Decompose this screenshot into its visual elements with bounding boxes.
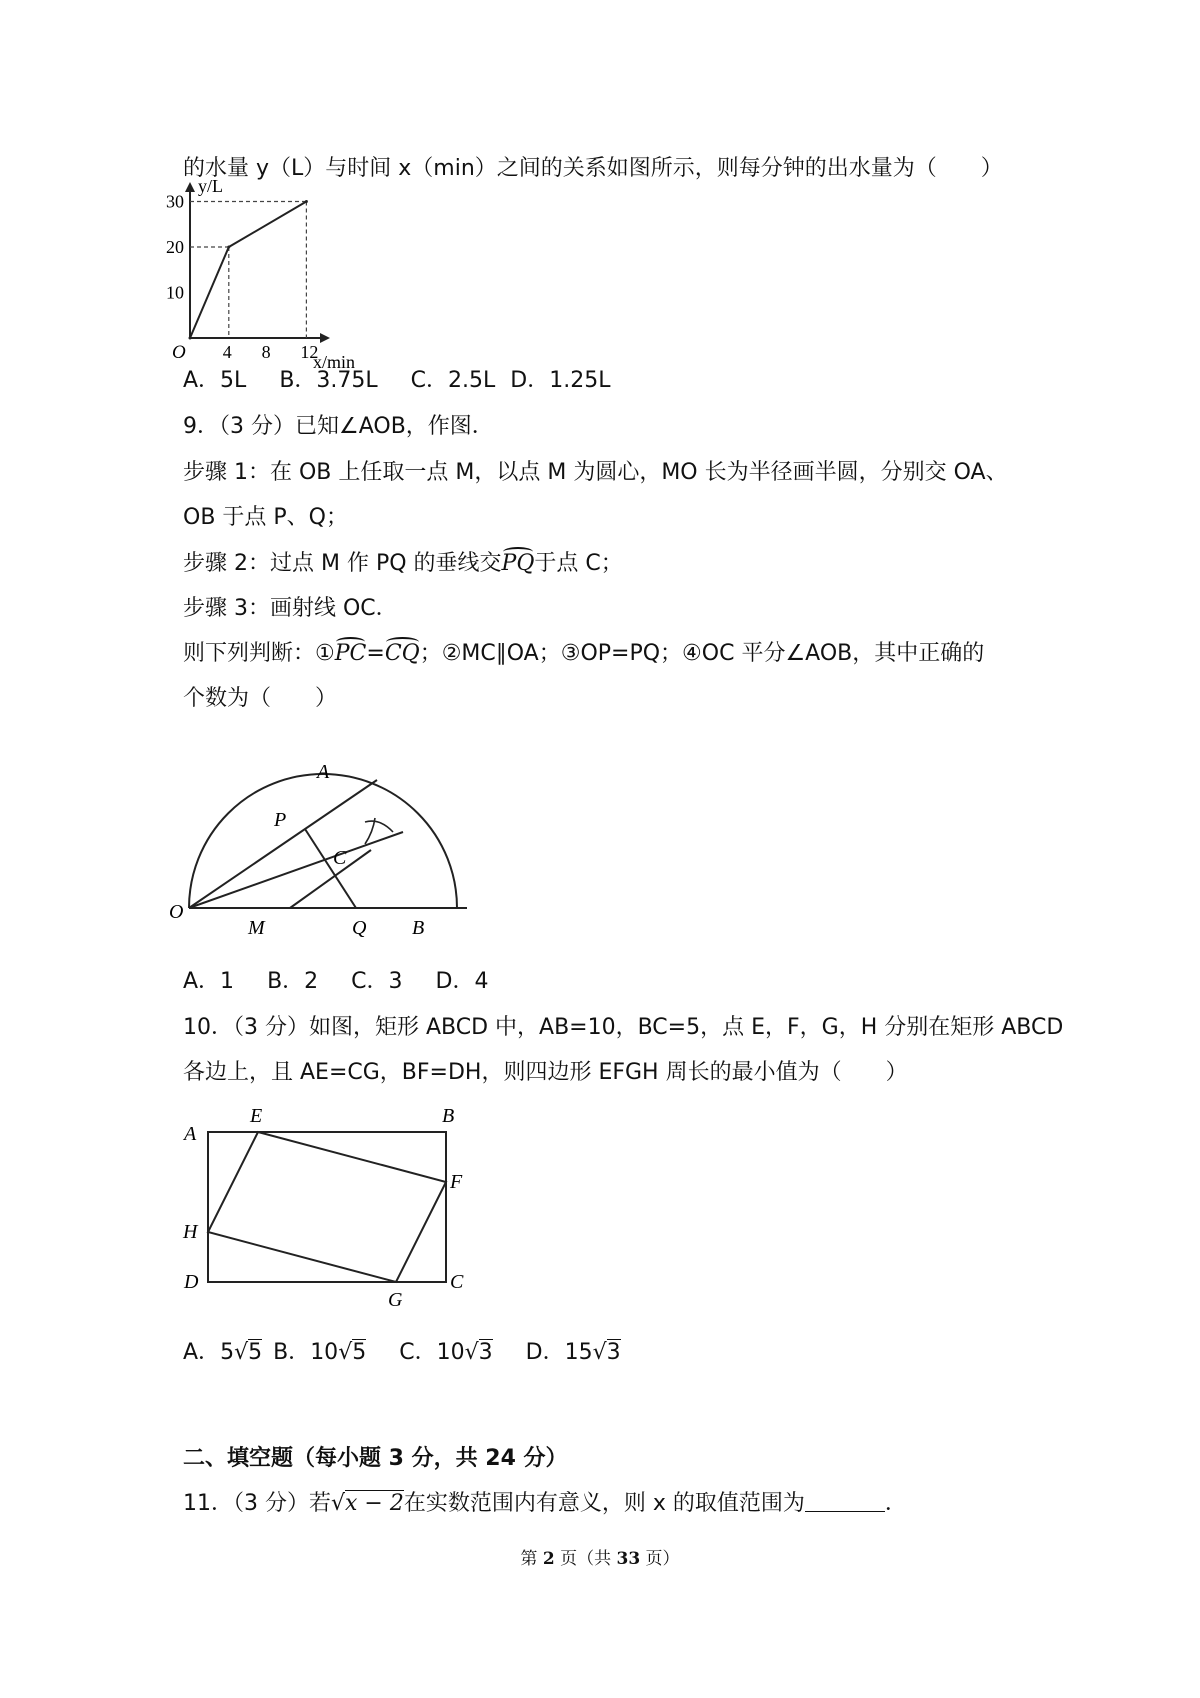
label-h: H — [183, 1221, 198, 1243]
y-axis-arrow — [185, 182, 195, 192]
arc-cq: CQ — [385, 639, 420, 669]
q9-figure — [169, 760, 475, 945]
label-b: B — [412, 917, 425, 939]
q9-options — [183, 967, 514, 997]
q10-option-a[interactable]: A．5√5 — [183, 1340, 263, 1365]
q8-line-chart — [165, 178, 395, 384]
sqrt-expression: √x − 2 — [331, 1491, 404, 1516]
y-tick-label: 20 — [166, 237, 184, 257]
q9-step1: 步骤 1：在 OB 上任取一点 M，以点 M 为圆心，MO 长为半径画半圆，分别交 OA、 — [183, 460, 1008, 485]
ray-oa — [189, 780, 377, 908]
data-point — [305, 200, 308, 203]
label-a: A — [317, 761, 330, 783]
q9-stem: 9．（3 分）已知∠AOB，作图． — [183, 414, 494, 439]
q9-option-c[interactable]: C．3 — [351, 969, 403, 994]
q8-stem: 的水量 y（L）与时间 x（min）之间的关系如图所示，则每分钟的出水量为（ ） — [183, 156, 1003, 181]
data-point — [227, 246, 230, 249]
label-d: D — [184, 1271, 199, 1293]
q9-step1-cont: OB 于点 P、Q； — [183, 505, 348, 530]
label-e: E — [250, 1105, 263, 1127]
q10-option-c[interactable]: C．10√3 — [399, 1340, 493, 1365]
q10-options — [183, 1338, 621, 1368]
arc-pq: PQ — [502, 549, 535, 579]
segment-pq — [305, 829, 356, 908]
q9-option-b[interactable]: B．2 — [267, 969, 319, 994]
answer-blank[interactable] — [805, 1491, 885, 1512]
series-line — [190, 202, 306, 339]
q11-stem — [183, 1489, 907, 1519]
q11-end: ． — [884, 1491, 907, 1516]
q8-option-a[interactable]: A．5L — [183, 368, 247, 393]
x-tick-label: 4 — [222, 342, 232, 362]
q10-stem: 10．（3 分）如图，矩形 ABCD 中，AB=10，BC=5，点 E，F，G，H 分别在矩形 ABCD — [183, 1015, 1064, 1040]
label-p: P — [274, 809, 287, 831]
x-axis-arrow — [320, 333, 330, 343]
label-b: B — [442, 1105, 455, 1127]
label-f: F — [450, 1171, 463, 1193]
page-footer: 第 2 页（共 33 页） — [520, 1549, 680, 1569]
q8-option-d[interactable]: D．1.25L — [510, 368, 611, 393]
label-a: A — [184, 1123, 197, 1145]
q9-question: 个数为（ ） — [183, 686, 338, 711]
origin-label: O — [172, 342, 186, 363]
q8-option-c[interactable]: C．2.5L — [410, 368, 496, 393]
page-total: 33 — [616, 1549, 641, 1569]
q9-judgment-a: 则下列判断：① — [183, 641, 335, 666]
label-q: Q — [352, 917, 367, 939]
arc-pc: PC — [335, 639, 367, 669]
label-o: O — [169, 901, 184, 923]
q9-step2-text-a: 步骤 2：过点 M 作 PQ 的垂线交 — [183, 551, 502, 576]
q9-judgment — [183, 639, 984, 669]
q10-stem-cont: 各边上，且 AE=CG，BF=DH，则四边形 EFGH 周长的最小值为（ ） — [183, 1060, 908, 1085]
y-tick-label: 10 — [166, 282, 184, 303]
q10-option-b[interactable]: B．10√5 — [273, 1340, 367, 1365]
label-c: C — [450, 1271, 464, 1293]
label-m: M — [248, 917, 265, 939]
construction-arc — [365, 821, 393, 832]
section-title: 二、填空题（每小题 3 分，共 24 分） — [183, 1446, 568, 1471]
q10-option-d[interactable]: D．15√3 — [525, 1340, 621, 1365]
y-axis-label: y/L — [198, 176, 223, 196]
q9-step2 — [183, 549, 623, 579]
ray-oc — [189, 832, 403, 908]
data-point — [189, 337, 192, 340]
q9-step3: 步骤 3：画射线 OC． — [183, 596, 398, 621]
x-tick-label: 12 — [300, 342, 319, 362]
q10-figure — [180, 1102, 470, 1312]
q9-judgment-b: ；②MC∥OA；③OP=PQ；④OC 平分∠AOB，其中正确的 — [419, 641, 985, 666]
q8-option-b[interactable]: B．3.75L — [279, 368, 378, 393]
x-axis-label: x/min — [313, 352, 356, 372]
quadrilateral-efgh — [208, 1132, 446, 1282]
rectangle-abcd — [208, 1132, 446, 1282]
q8-options — [183, 366, 636, 396]
equals-sign: = — [366, 641, 385, 666]
label-c: C — [333, 847, 347, 869]
q11-suffix: 在实数范围内有意义，则 x 的取值范围为 — [403, 1491, 805, 1516]
q9-option-a[interactable]: A．1 — [183, 969, 235, 994]
q9-step2-text-b: 于点 C； — [534, 551, 623, 576]
q11-prefix: 11．（3 分）若 — [183, 1491, 331, 1516]
x-tick-label: 8 — [261, 342, 271, 362]
page-number: 2 — [542, 1549, 555, 1569]
q9-option-d[interactable]: D．4 — [435, 969, 489, 994]
label-g: G — [388, 1289, 403, 1311]
semicircle-arc — [189, 774, 457, 908]
y-tick-label: 30 — [166, 191, 184, 212]
